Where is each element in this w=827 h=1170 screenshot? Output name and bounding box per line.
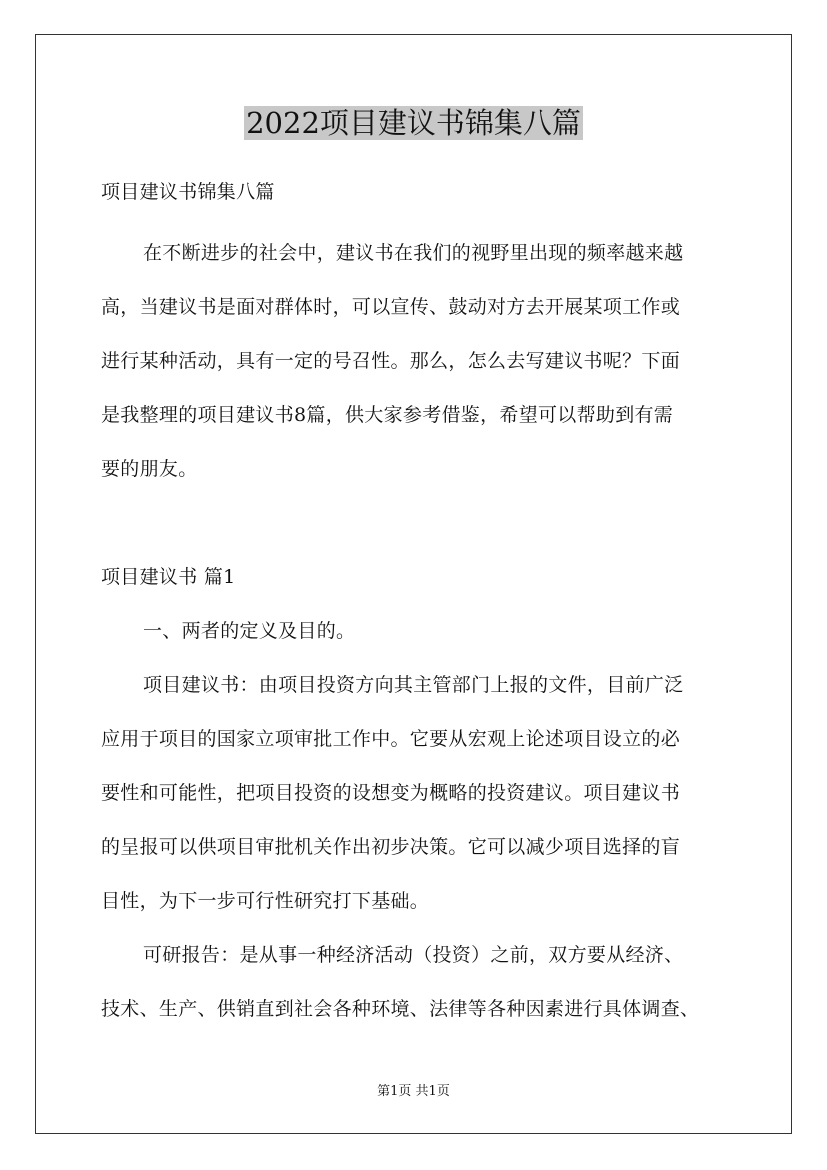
- document-body: [101, 172, 731, 1036]
- section-spacer: [101, 496, 731, 550]
- paragraph-line: 的呈报可以供项目审批机关作出初步决策。它可以减少项目选择的盲: [101, 836, 681, 858]
- paragraph-line: 目性，为下一步可行性研究打下基础。: [101, 890, 430, 912]
- intro-line: 进行某种活动，具有一定的号召性。那么，怎么去写建议书呢？下面: [101, 350, 681, 372]
- point-heading: 一、两者的定义及目的。: [143, 620, 356, 642]
- paragraph-line: 技术、生产、供销直到社会各种环境、法律等各种因素进行具体调查、: [101, 998, 700, 1020]
- intro-line: 在不断进步的社会中，建议书在我们的视野里出现的频率越来越: [143, 242, 684, 264]
- section-heading: 项目建议书 篇1: [101, 566, 236, 588]
- paragraph-line: 项目建议书：由项目投资方向其主管部门上报的文件，目前广泛: [143, 674, 684, 696]
- intro-line: 要的朋友。: [101, 458, 198, 480]
- paragraph-line: 应用于项目的国家立项审批工作中。它要从宏观上论述项目设立的必: [101, 728, 681, 750]
- page-number: 第1页 共1页: [377, 1084, 450, 1099]
- paragraph-line: 要性和可能性，把项目投资的设想变为概略的投资建议。项目建议书: [101, 782, 681, 804]
- page-footer: [0, 1083, 827, 1101]
- subtitle: 项目建议书锦集八篇: [101, 181, 275, 203]
- document-title: [0, 103, 827, 143]
- document-title-text: 2022项目建议书锦集八篇: [246, 106, 581, 140]
- paragraph-line: 可研报告：是从事一种经济活动（投资）之前，双方要从经济、: [143, 944, 684, 966]
- intro-line: 高，当建议书是面对群体时，可以宣传、鼓动对方去开展某项工作或: [101, 296, 681, 318]
- intro-line: 是我整理的项目建议书8篇，供大家参考借鉴，希望可以帮助到有需: [101, 404, 674, 426]
